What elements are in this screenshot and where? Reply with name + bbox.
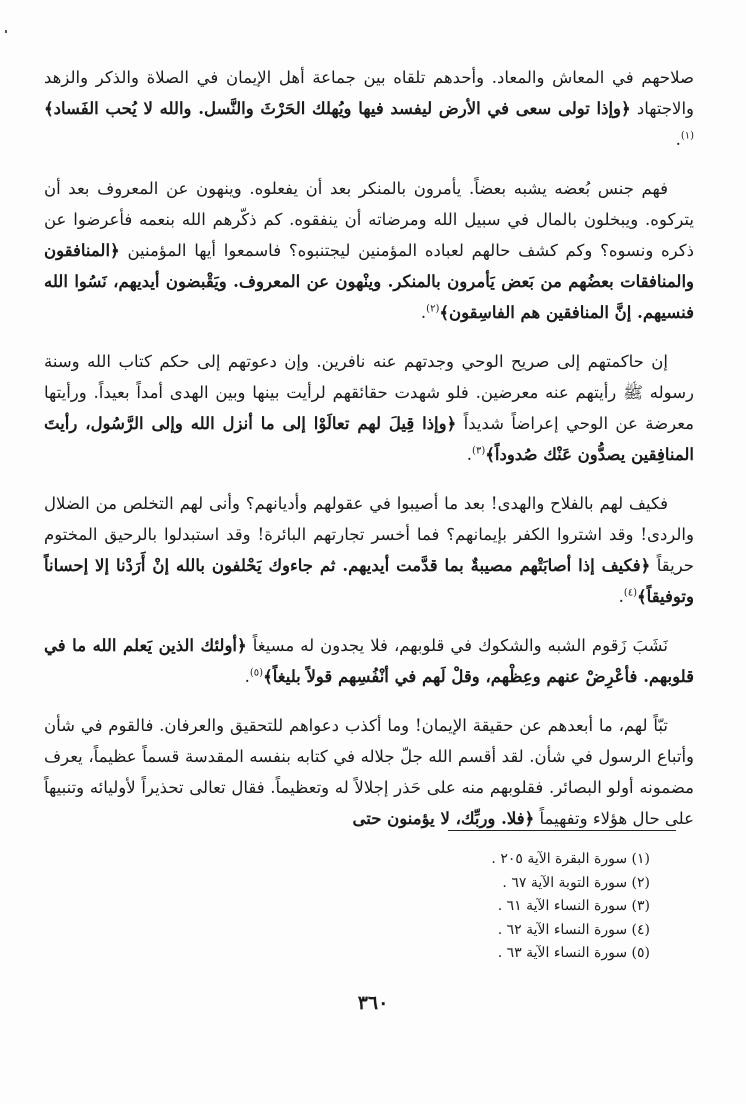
footnote-5: (٥) سورة النساء الآية ٦٣ . (497, 945, 650, 961)
paragraph-end: . (675, 130, 681, 149)
quran-quote: ﴿أولئك الذين يَعلم الله ما في قلوبهم. فأعْرِضْ عنهم وعِظْهم، وقلْ لَهم في أنْفُسِهم قولاً بليغاً﴾ (44, 636, 694, 686)
paragraph-5 (44, 630, 694, 692)
quran-quote: ﴿فكيف إذا أصابَتْهم مصيبةٌ بما قدَّمت أيديهم. ثم جاءوك يَحْلفون بالله إنْ أَرَدْنا إلا إحساناً وتوفيقاً﴾ (44, 556, 694, 606)
footnote-ref: (٤) (623, 587, 637, 599)
quran-quote: ﴿وإذا تولى سعى في الأرض ليفسد فيها ويُهلك الحَرْثَ والنَّسل. والله لا يُحب الفَساد﴾ (44, 99, 631, 118)
paragraph-end: . (466, 445, 473, 464)
paragraph-end: . (618, 587, 624, 606)
footnote-3: (٣) سورة النساء الآية ٦١ . (497, 898, 650, 914)
footnote-ref: (٣) (472, 445, 486, 457)
paragraph-1 (44, 62, 694, 155)
footnote-1: (١) سورة البقرة الآية ٢٠٥ . (491, 851, 650, 867)
footnote-2: (٢) سورة التوبة الآية ٦٧ . (502, 874, 650, 891)
scan-mark (5, 30, 7, 33)
paragraph-text: فكيف لهم بالفلاح والهدى! بعد ما أصيبوا في عقولهم وأديانهم؟ وأنى لهم التخلص من الضلال والردى! وقد اشتروا الكفر بإيمانهم؟ فما أخسر تجارتهم البائرة! وقد استبدلوا بالرحيق المختوم حريقاً (44, 494, 695, 575)
paragraph-text: فهم جنس بُعضه يشبه بعضاً. يأمرون بالمنكر بعد أن يفعلوه. وينهون عن المعروف بعد أن يتركوه. ويبخلون بالمال في سبيل الله ومرضاته أن ينفقوه. كم ذكّرهم الله بنعمه فأعرضوا عن ذكره ونسوه؟ وكم كشف حالهم لعباده المؤمنين ليجتنبوه؟ فاسمعوا أيها المؤمنين (44, 179, 694, 260)
paragraph-2 (44, 173, 694, 328)
footnote-ref: (١) (680, 130, 694, 142)
page-number: ٣٦٠ (357, 992, 389, 1014)
footnote-divider (448, 830, 676, 831)
quran-quote: ﴿المنافقون والمنافقات بعضُهم من بَعض يَأمرون بالمنكر. وينْهون عن المعروف. ويَقْبضون أيديهم، نَسُوا الله فنسيهم. إنَّ المنافقين هم الفاسِقون﴾ (44, 241, 694, 322)
paragraph-end: . (420, 303, 427, 322)
paragraph-text: إن حاكمتهم إلى صريح الوحي وجدتهم عنه نافرين. وإن دعوتهم إلى حكم كتاب الله وسنة رسوله ﷺ رأيتهم عنه معرضين. فلو شهدت حقائقهم لرأيت بينها وبين الهدى أمداً بعيداً. ورأيتها معرضة عن الوحي إعراضاً شديداً (44, 352, 694, 433)
footnote-4: (٤) سورة النساء الآية ٦٢ . (497, 921, 650, 938)
paragraph-text: نَشَبَ زَقوم الشبه والشكوك في قلوبهم، فلا يجدون له مسيغاً (246, 636, 668, 655)
paragraph-6 (44, 710, 694, 834)
paragraph-3 (44, 346, 694, 470)
footnote-ref: (٢) (426, 303, 440, 315)
main-text (44, 62, 694, 852)
paragraph-end: . (244, 667, 250, 686)
paragraph-4 (44, 488, 694, 612)
quran-quote: ﴿فلا. وربِّك، لا يؤمنون حتى (352, 809, 535, 828)
paragraph-text: تبّاً لهم، ما أبعدهم عن حقيقة الإيمان! وما أكذب دعواهم للتحقيق والعرفان. فالقوم في شأن وأتباع الرسول في شأن. لقد أقسم الله جلّ جلاله في كتابه بنفسه المقدسة قسماً عظيماً، يعرف مضمونه أولو البصائر. فقلوبهم منه على حَذر إجلالاً له وتعظيماً. فقال تعالى تحذيراً لأوليائه وتنبيهاً على حال هؤلاء وتفهيماً (44, 716, 694, 828)
footnotes (250, 848, 650, 966)
paragraph-text: صلاحهم في المعاش والمعاد. وأحدهم تلقاه بين جماعة أهل الإيمان في الصلاة والذكر والزهد والاجتهاد (44, 68, 694, 118)
quran-quote: ﴿وإذا قِيلَ لهم تعالَوْا إلى ما أنزل الله وإلى الرَّسُول، رأيتَ المنافِقين يصدُّون عَنْك صُدوداً﴾ (44, 414, 694, 464)
footnote-ref: (٥) (249, 667, 264, 679)
